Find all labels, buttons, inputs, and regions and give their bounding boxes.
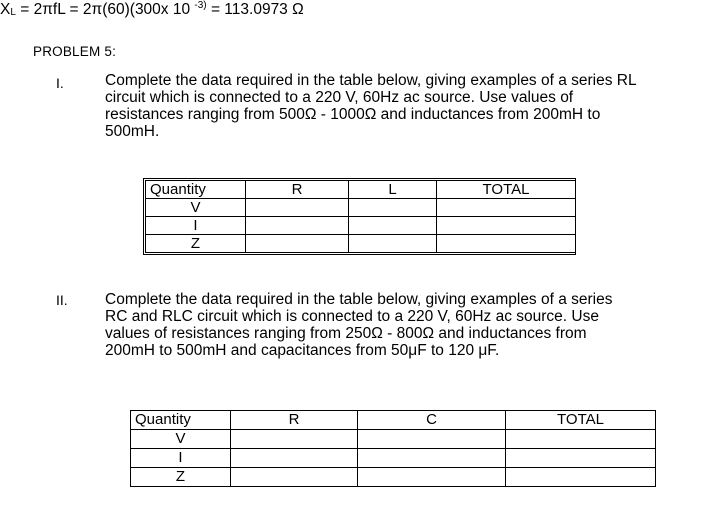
header-total: TOTAL <box>506 411 656 430</box>
row-label-i: I <box>131 449 231 468</box>
table-rc-rlc <box>130 410 656 487</box>
part2-instructions <box>105 291 675 359</box>
part2-numeral: II. <box>56 292 68 308</box>
part1-instructions <box>105 72 675 140</box>
part1-line-1: Complete the data required in the table below, giving examples of a series RL <box>105 72 637 89</box>
header-l: L <box>349 181 437 199</box>
row-label-v: V <box>131 430 231 449</box>
header-r: R <box>231 411 358 430</box>
cell-v-l[interactable] <box>349 199 437 217</box>
cell-z-total[interactable] <box>437 235 576 253</box>
cell-z-total[interactable] <box>506 468 656 487</box>
header-quantity: Quantity <box>131 411 231 430</box>
cell-v-r[interactable] <box>246 199 349 217</box>
cell-z-c[interactable] <box>358 468 506 487</box>
cell-v-r[interactable] <box>231 430 358 449</box>
header-r: R <box>246 181 349 199</box>
header-quantity: Quantity <box>146 181 246 199</box>
row-label-z: Z <box>131 468 231 487</box>
table-header-row <box>146 181 576 199</box>
table-row <box>131 430 656 449</box>
part2-line-3: values of resistances ranging from 250Ω - 800Ω and inductances from <box>105 325 587 342</box>
table-row <box>146 199 576 217</box>
cell-i-total[interactable] <box>437 217 576 235</box>
cell-z-l[interactable] <box>349 235 437 253</box>
table-row <box>131 449 656 468</box>
table-row <box>146 235 576 253</box>
part2-line-1: Complete the data required in the table below, giving examples of a series <box>105 291 613 308</box>
formula-result: = 113.0973 Ω <box>206 1 304 18</box>
row-label-z: Z <box>146 235 246 253</box>
table-rl <box>145 180 576 253</box>
formula-sub: L <box>10 7 16 18</box>
table-header-row <box>131 411 656 430</box>
cell-v-total[interactable] <box>437 199 576 217</box>
part1-line-2: circuit which is connected to a 220 V, 60Hz ac source. Use values of <box>105 89 574 106</box>
table-row <box>131 468 656 487</box>
formula-x: X <box>0 1 11 18</box>
part1-line-4: 500mH. <box>105 123 160 140</box>
part2-line-2: RC and RLC circuit which is connected to a 220 V, 60Hz ac source. Use <box>105 308 599 325</box>
cell-i-l[interactable] <box>349 217 437 235</box>
row-label-v: V <box>146 199 246 217</box>
problem-title: PROBLEM 5: <box>33 44 117 59</box>
cell-i-r[interactable] <box>246 217 349 235</box>
cell-i-total[interactable] <box>506 449 656 468</box>
table-row <box>146 217 576 235</box>
cell-v-total[interactable] <box>506 430 656 449</box>
header-c: C <box>358 411 506 430</box>
cell-v-c[interactable] <box>358 430 506 449</box>
formula-main: = 2πfL = 2π(60)(300x 10 <box>15 1 195 18</box>
part1-numeral: I. <box>56 75 64 91</box>
reactance-formula <box>0 0 727 19</box>
cell-z-r[interactable] <box>231 468 358 487</box>
row-label-i: I <box>146 217 246 235</box>
cell-i-c[interactable] <box>358 449 506 468</box>
cell-i-r[interactable] <box>231 449 358 468</box>
part1-line-3: resistances ranging from 500Ω - 1000Ω and inductances from 200mH to <box>105 106 601 123</box>
formula-exponent: -3) <box>194 0 207 11</box>
header-total: TOTAL <box>437 181 576 199</box>
part2-line-4: 200mH to 500mH and capacitances from 50μF to 120 μF. <box>105 342 500 359</box>
cell-z-r[interactable] <box>246 235 349 253</box>
